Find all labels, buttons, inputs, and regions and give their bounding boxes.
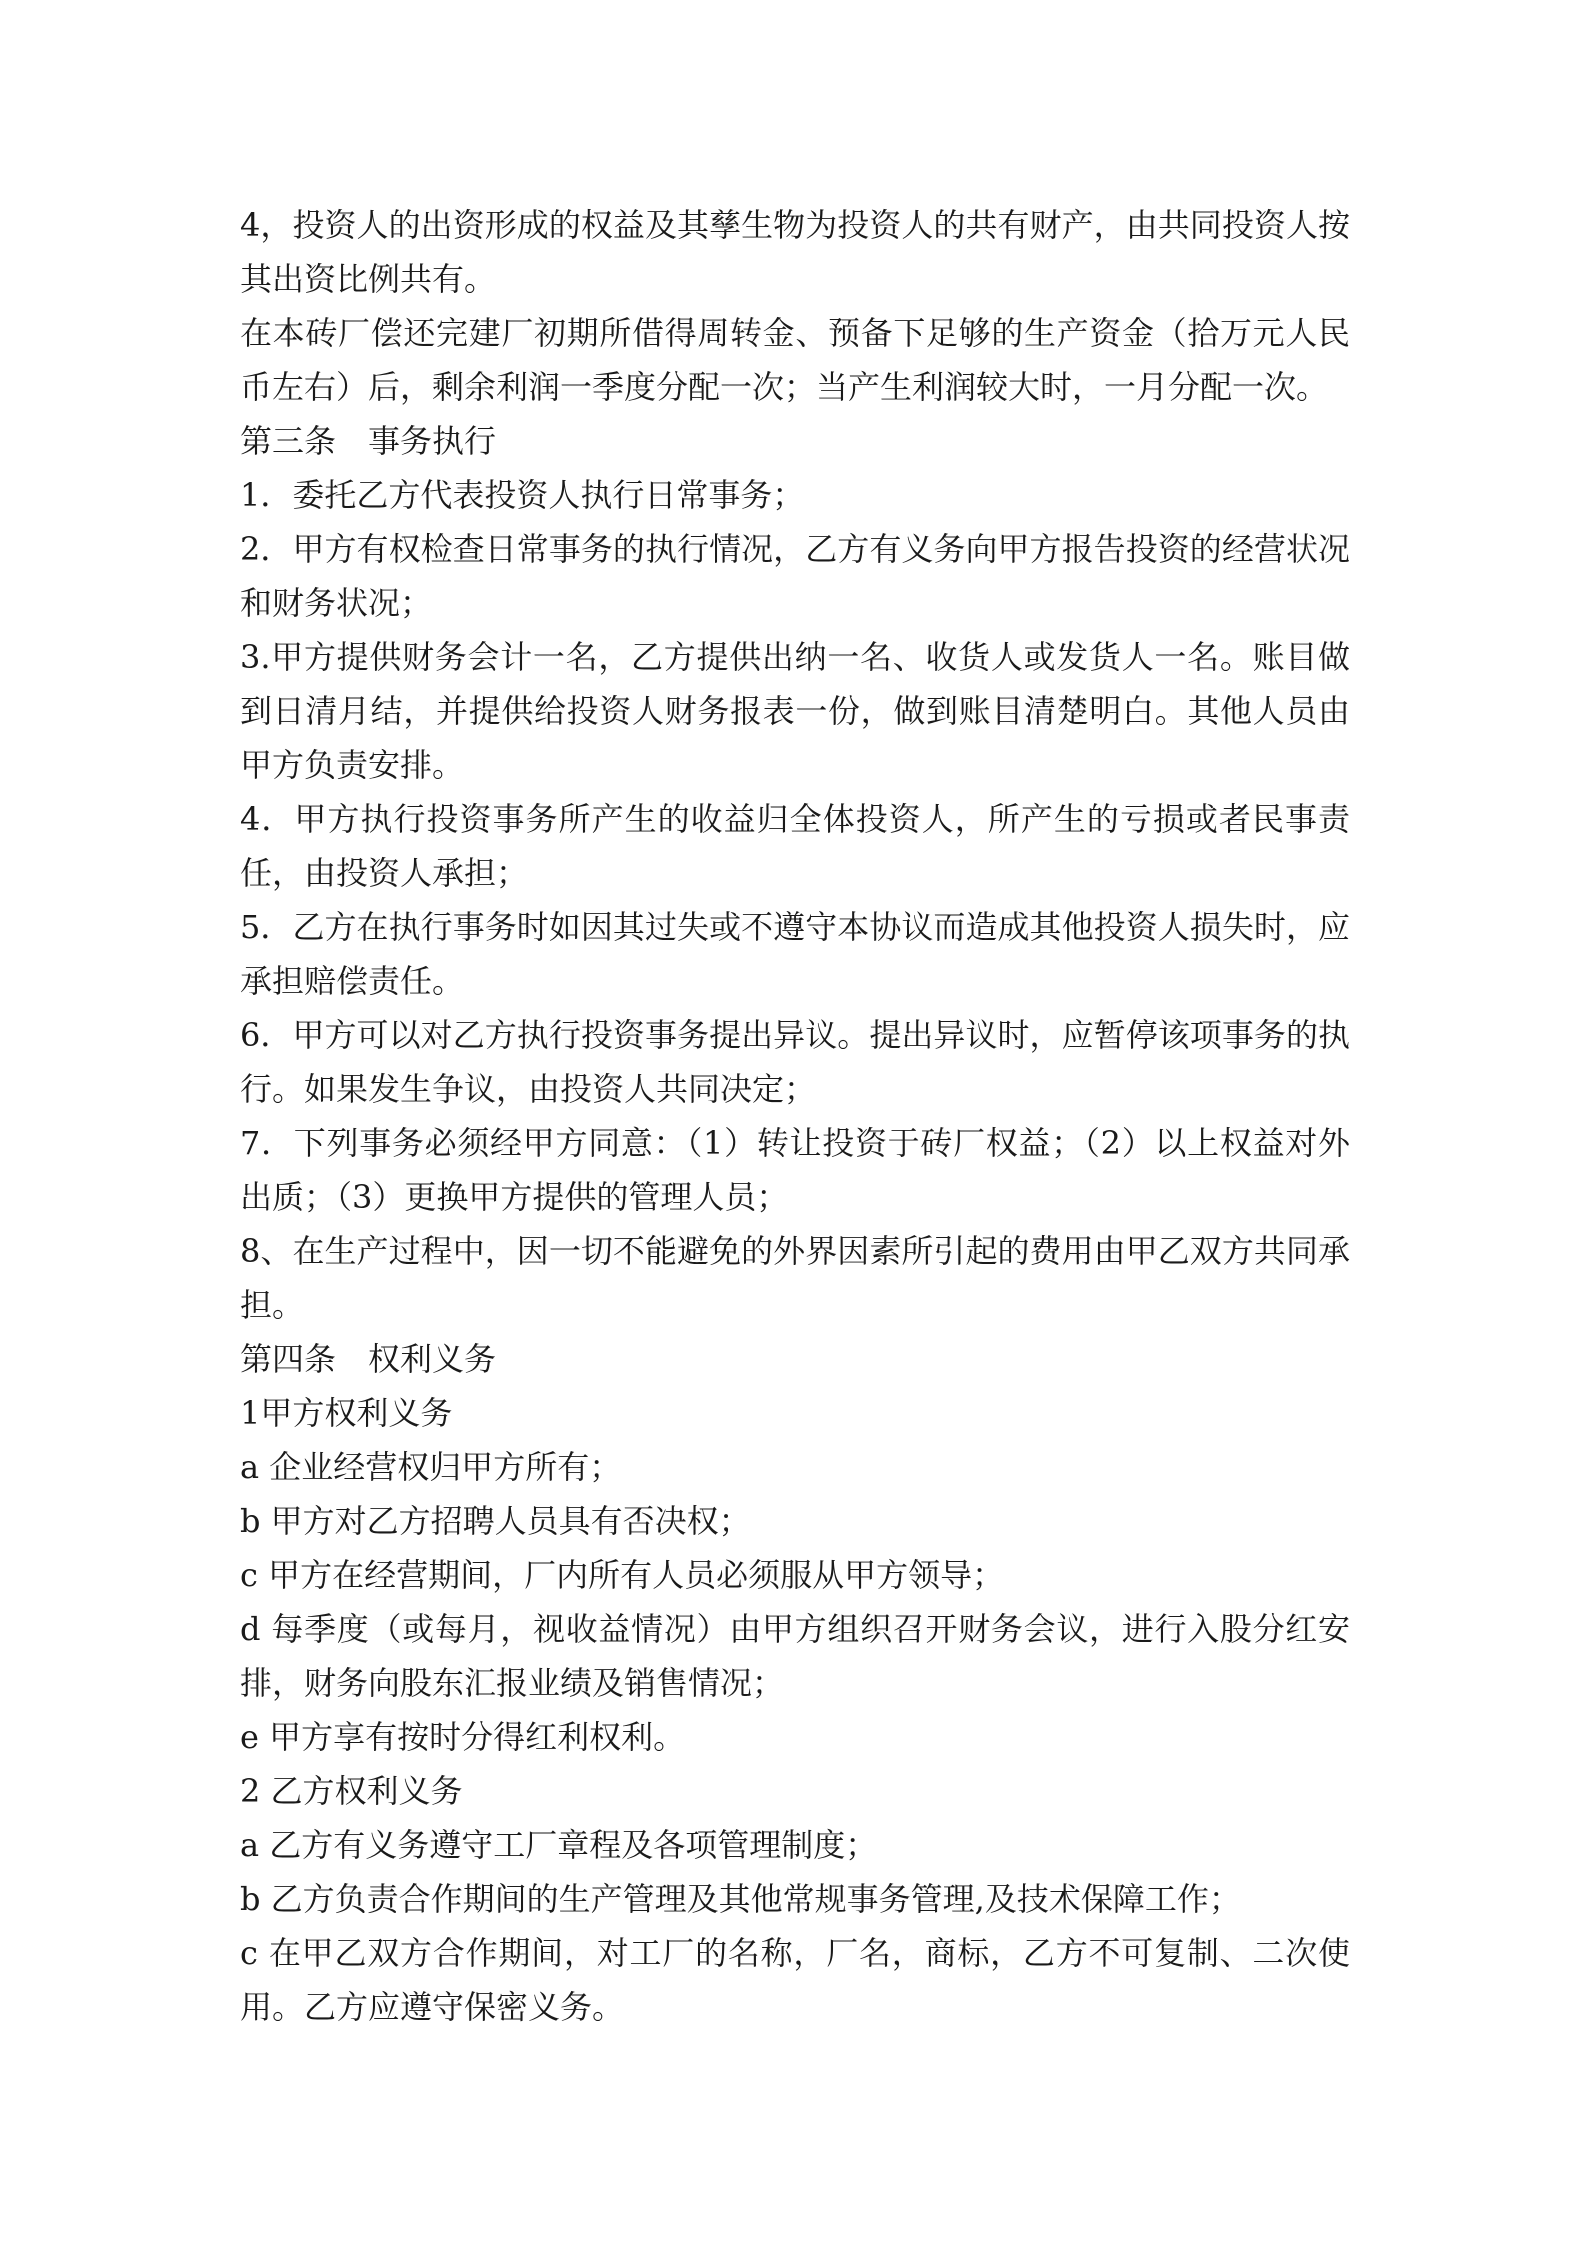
paragraph-party-b-item-a: a 乙方有义务遵守工厂章程及各项管理制度；	[240, 1826, 878, 1864]
document-body	[240, 198, 1350, 2034]
paragraph-article-3-item-7: 7．下列事务必须经甲方同意：（1）转让投资于砖厂权益；（2）以上权益对外出质；（3）更换甲方提供的管理人员；	[240, 1124, 1350, 1216]
paragraph-article-3-item-8: 8、在生产过程中，因一切不能避免的外界因素所引起的费用由甲乙双方共同承担。	[240, 1232, 1350, 1324]
subheading-party-a-rights: 1甲方权利义务	[240, 1394, 453, 1432]
section-heading-article-3: 第三条 事务执行	[240, 422, 497, 460]
subheading-party-b-rights: 2 乙方权利义务	[240, 1772, 463, 1810]
paragraph-article-3-item-1: 1．委托乙方代表投资人执行日常事务；	[240, 476, 805, 514]
paragraph-party-a-item-b: b 甲方对乙方招聘人员具有否决权；	[240, 1502, 751, 1540]
paragraph-article-3-item-5: 5．乙方在执行事务时如因其过失或不遵守本协议而造成其他投资人损失时，应承担赔偿责任。	[240, 908, 1350, 1000]
paragraph-party-b-item-b: b 乙方负责合作期间的生产管理及其他常规事务管理,及技术保障工作；	[240, 1880, 1241, 1918]
section-heading-article-4: 第四条 权利义务	[240, 1340, 497, 1378]
paragraph-party-b-item-c: c 在甲乙双方合作期间，对工厂的名称，厂名，商标，乙方不可复制、二次使用。乙方应遵守保密义务。	[240, 1934, 1350, 2026]
paragraph-article-3-item-3: 3.甲方提供财务会计一名，乙方提供出纳一名、收货人或发货人一名。账目做到日清月结，并提供给投资人财务报表一份，做到账目清楚明白。其他人员由甲方负责安排。	[240, 638, 1350, 784]
paragraph-article-3-item-4: 4．甲方执行投资事务所产生的收益归全体投资人，所产生的亏损或者民事责任，由投资人承担；	[240, 800, 1350, 892]
paragraph-article-3-item-6: 6．甲方可以对乙方执行投资事务提出异议。提出异议时，应暂停该项事务的执行。如果发生争议，由投资人共同决定；	[240, 1016, 1350, 1108]
paragraph-party-a-item-d: d 每季度（或每月，视收益情况）由甲方组织召开财务会议，进行入股分红安排，财务向股东汇报业绩及销售情况；	[240, 1610, 1350, 1702]
paragraph-article-3-item-2: 2．甲方有权检查日常事务的执行情况，乙方有义务向甲方报告投资的经营状况和财务状况；	[240, 530, 1350, 622]
paragraph-profit-distribution: 在本砖厂偿还完建厂初期所借得周转金、预备下足够的生产资金（拾万元人民币左右）后，剩余利润一季度分配一次；当产生利润较大时，一月分配一次。	[240, 314, 1350, 406]
paragraph-party-a-item-a: a 企业经营权归甲方所有；	[240, 1448, 622, 1486]
paragraph-party-a-item-e: e 甲方享有按时分得红利权利。	[240, 1718, 686, 1756]
paragraph-profit-sharing-property: 4，投资人的出资形成的权益及其孳生物为投资人的共有财产，由共同投资人按其出资比例共有。	[240, 206, 1350, 298]
paragraph-party-a-item-c: c 甲方在经营期间，厂内所有人员必须服从甲方领导；	[240, 1556, 1005, 1594]
